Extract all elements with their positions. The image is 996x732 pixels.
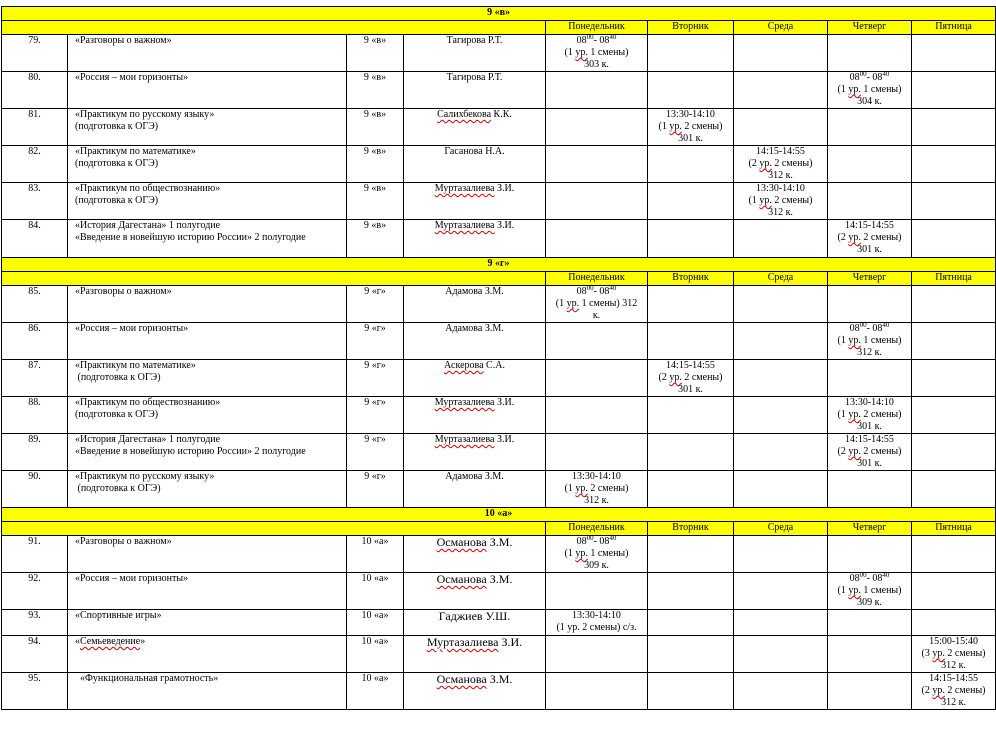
section-title: 9 «в» <box>2 7 996 21</box>
slot-mon <box>546 673 648 710</box>
schedule-row <box>2 573 996 610</box>
slot-mon: 13:30-14:10 (1 ур. 2 смены) с/з. <box>546 610 648 636</box>
day-header-row <box>2 272 996 286</box>
teacher-name: Муртазалиева З.И. <box>404 220 546 258</box>
schedule-row <box>2 360 996 397</box>
slot-mon <box>546 397 648 434</box>
slot-mon: $08^{00}-$ $08^{40}$ (1 ур. 1 смены) 303 к. <box>546 35 648 72</box>
schedule-row <box>2 323 996 360</box>
slot-tue <box>648 146 734 183</box>
day-header-row <box>2 522 996 536</box>
schedule-table <box>1 6 996 710</box>
class-name: 9 «г» <box>347 323 404 360</box>
slot-wed <box>734 109 828 146</box>
slot-mon <box>546 434 648 471</box>
class-name: 9 «г» <box>347 471 404 508</box>
row-number: 89. <box>2 434 68 471</box>
slot-thu: $08^{00}-$ $08^{40}$ (1 ур. 1 смены) 304 к. <box>828 72 912 109</box>
row-number: 95. <box>2 673 68 710</box>
row-number: 79. <box>2 35 68 72</box>
slot-mon <box>546 360 648 397</box>
subject-name: «Разговоры о важном» <box>68 35 347 72</box>
slot-wed: 14:15-14:55 (2 ур. 2 смены) 312 к. <box>734 146 828 183</box>
slot-thu <box>828 146 912 183</box>
slot-mon <box>546 220 648 258</box>
slot-tue <box>648 35 734 72</box>
slot-thu <box>828 673 912 710</box>
section-title: 9 «г» <box>2 258 996 272</box>
schedule-row <box>2 286 996 323</box>
day-header: Среда <box>734 522 828 536</box>
day-header: Пятница <box>912 21 996 35</box>
day-header: Вторник <box>648 21 734 35</box>
slot-thu: $08^{00}-$ $08^{40}$ (1 ур. 1 смены) 312 к. <box>828 323 912 360</box>
day-header: Пятница <box>912 522 996 536</box>
slot-tue <box>648 536 734 573</box>
schedule-row <box>2 673 996 710</box>
slot-fri <box>912 434 996 471</box>
subject-name: «Разговоры о важном» <box>68 286 347 323</box>
slot-thu: 13:30-14:10 (1 ур. 2 смены) 301 к. <box>828 397 912 434</box>
slot-wed <box>734 323 828 360</box>
slot-fri: 15:00-15:40 (3 ур. 2 смены) 312 к. <box>912 636 996 673</box>
teacher-name: Гаджиев У.Ш. <box>404 610 546 636</box>
slot-thu <box>828 286 912 323</box>
row-number: 94. <box>2 636 68 673</box>
class-name: 10 «а» <box>347 636 404 673</box>
day-header: Среда <box>734 272 828 286</box>
slot-thu <box>828 636 912 673</box>
teacher-name: Муртазалиева З.И. <box>404 434 546 471</box>
day-header: Четверг <box>828 21 912 35</box>
slot-wed <box>734 220 828 258</box>
slot-thu <box>828 183 912 220</box>
slot-mon <box>546 636 648 673</box>
subject-name: «Практикум по русскому языку» (подготовка к ОГЭ) <box>68 471 347 508</box>
teacher-name: Адамова З.М. <box>404 323 546 360</box>
subject-name: «Спортивные игры» <box>68 610 347 636</box>
slot-mon <box>546 109 648 146</box>
class-name: 9 «в» <box>347 146 404 183</box>
teacher-name: Османова З.М. <box>404 673 546 710</box>
day-header: Пятница <box>912 272 996 286</box>
slot-mon: 13:30-14:10 (1 ур. 2 смены) 312 к. <box>546 471 648 508</box>
class-name: 9 «в» <box>347 183 404 220</box>
slot-wed <box>734 536 828 573</box>
day-header: Среда <box>734 21 828 35</box>
slot-mon <box>546 323 648 360</box>
schedule-row <box>2 434 996 471</box>
row-number: 80. <box>2 72 68 109</box>
class-name: 9 «в» <box>347 220 404 258</box>
slot-fri <box>912 573 996 610</box>
slot-wed <box>734 573 828 610</box>
subject-name: «Практикум по математике» (подготовка к ОГЭ) <box>68 146 347 183</box>
slot-wed <box>734 35 828 72</box>
slot-fri <box>912 397 996 434</box>
slot-fri <box>912 286 996 323</box>
slot-fri <box>912 536 996 573</box>
teacher-name: Аскерова С.А. <box>404 360 546 397</box>
slot-thu <box>828 610 912 636</box>
subject-name: «Семьеведение» <box>68 636 347 673</box>
slot-wed <box>734 434 828 471</box>
slot-thu <box>828 360 912 397</box>
slot-tue <box>648 434 734 471</box>
schedule-row <box>2 536 996 573</box>
schedule-row <box>2 471 996 508</box>
day-header-row <box>2 21 996 35</box>
schedule-row <box>2 35 996 72</box>
schedule-row <box>2 636 996 673</box>
subject-name: «Практикум по математике» (подготовка к ОГЭ) <box>68 360 347 397</box>
subject-name: «Россия – мои горизонты» <box>68 72 347 109</box>
schedule-row <box>2 397 996 434</box>
section-title-row <box>2 7 996 21</box>
section-title-row <box>2 258 996 272</box>
class-name: 9 «г» <box>347 360 404 397</box>
class-name: 9 «в» <box>347 109 404 146</box>
slot-wed <box>734 360 828 397</box>
slot-mon: $08^{00}-$ $08^{40}$ (1 ур. 1 смены) 309 к. <box>546 536 648 573</box>
slot-fri <box>912 220 996 258</box>
teacher-name: Муртазалиева З.И. <box>404 183 546 220</box>
slot-thu <box>828 109 912 146</box>
slot-wed <box>734 636 828 673</box>
slot-wed: 13:30-14:10 (1 ур. 2 смены) 312 к. <box>734 183 828 220</box>
teacher-name: Тагирова Р.Т. <box>404 35 546 72</box>
class-name: 10 «а» <box>347 610 404 636</box>
row-number: 81. <box>2 109 68 146</box>
slot-tue <box>648 573 734 610</box>
slot-tue <box>648 72 734 109</box>
teacher-name: Адамова З.М. <box>404 471 546 508</box>
slot-tue <box>648 183 734 220</box>
day-header: Четверг <box>828 272 912 286</box>
class-name: 9 «в» <box>347 35 404 72</box>
slot-thu <box>828 35 912 72</box>
slot-tue <box>648 610 734 636</box>
subject-name: «История Дагестана» 1 полугодие «Введение в новейшую историю России» 2 полугодие <box>68 220 347 258</box>
subject-name: «Практикум по обществознанию» (подготовка к ОГЭ) <box>68 183 347 220</box>
slot-mon <box>546 146 648 183</box>
slot-fri <box>912 72 996 109</box>
slot-wed <box>734 286 828 323</box>
slot-fri <box>912 610 996 636</box>
subject-name: «Россия – мои горизонты» <box>68 573 347 610</box>
slot-thu: $08^{00}-$ $08^{40}$ (1 ур. 1 смены) 309 к. <box>828 573 912 610</box>
class-name: 10 «а» <box>347 536 404 573</box>
slot-tue: 13:30-14:10 (1 ур. 2 смены) 301 к. <box>648 109 734 146</box>
subject-name: «Россия – мои горизонты» <box>68 323 347 360</box>
subject-name: «Функциональная грамотность» <box>68 673 347 710</box>
class-name: 9 «г» <box>347 286 404 323</box>
class-name: 10 «а» <box>347 573 404 610</box>
slot-wed <box>734 673 828 710</box>
teacher-name: Адамова З.М. <box>404 286 546 323</box>
slot-fri <box>912 35 996 72</box>
slot-mon <box>546 183 648 220</box>
slot-fri <box>912 146 996 183</box>
class-name: 9 «г» <box>347 434 404 471</box>
slot-fri <box>912 183 996 220</box>
slot-wed <box>734 72 828 109</box>
slot-fri <box>912 471 996 508</box>
row-number: 86. <box>2 323 68 360</box>
day-header: Понедельник <box>546 272 648 286</box>
slot-tue <box>648 286 734 323</box>
slot-thu: 14:15-14:55 (2 ур. 2 смены) 301 к. <box>828 220 912 258</box>
row-number: 84. <box>2 220 68 258</box>
day-header: Четверг <box>828 522 912 536</box>
teacher-name: Тагирова Р.Т. <box>404 72 546 109</box>
row-number: 92. <box>2 573 68 610</box>
row-number: 85. <box>2 286 68 323</box>
teacher-name: Османова З.М. <box>404 573 546 610</box>
slot-tue <box>648 636 734 673</box>
slot-fri: 14:15-14:55 (2 ур. 2 смены) 312 к. <box>912 673 996 710</box>
schedule-row <box>2 220 996 258</box>
slot-fri <box>912 323 996 360</box>
slot-tue <box>648 220 734 258</box>
slot-thu <box>828 536 912 573</box>
teacher-name: Османова З.М. <box>404 536 546 573</box>
section-title: 10 «а» <box>2 508 996 522</box>
row-number: 82. <box>2 146 68 183</box>
slot-mon: $08^{00}-$ $08^{40}$ (1 ур. 1 смены) 312 к. <box>546 286 648 323</box>
subject-name: «Практикум по обществознанию» (подготовка к ОГЭ) <box>68 397 347 434</box>
subject-name: «История Дагестана» 1 полугодие «Введение в новейшую историю России» 2 полугодие <box>68 434 347 471</box>
teacher-name: Салихбекова К.К. <box>404 109 546 146</box>
header-empty-cell <box>2 21 546 35</box>
row-number: 87. <box>2 360 68 397</box>
day-header: Понедельник <box>546 522 648 536</box>
teacher-name: Муртазалиева З.И. <box>404 397 546 434</box>
class-name: 9 «г» <box>347 397 404 434</box>
teacher-name: Муртазалиева З.И. <box>404 636 546 673</box>
header-empty-cell <box>2 272 546 286</box>
subject-name: «Разговоры о важном» <box>68 536 347 573</box>
row-number: 88. <box>2 397 68 434</box>
slot-tue <box>648 673 734 710</box>
schedule-row <box>2 610 996 636</box>
slot-fri <box>912 109 996 146</box>
schedule-row <box>2 72 996 109</box>
slot-wed <box>734 397 828 434</box>
day-header: Вторник <box>648 272 734 286</box>
slot-wed <box>734 610 828 636</box>
schedule-row <box>2 183 996 220</box>
subject-name: «Практикум по русскому языку» (подготовка к ОГЭ) <box>68 109 347 146</box>
slot-tue <box>648 397 734 434</box>
teacher-name: Гасанова Н.А. <box>404 146 546 183</box>
day-header: Вторник <box>648 522 734 536</box>
row-number: 93. <box>2 610 68 636</box>
slot-mon <box>546 72 648 109</box>
slot-thu: 14:15-14:55 (2 ур. 2 смены) 301 к. <box>828 434 912 471</box>
slot-mon <box>546 573 648 610</box>
header-empty-cell <box>2 522 546 536</box>
slot-tue: 14:15-14:55 (2 ур. 2 смены) 301 к. <box>648 360 734 397</box>
row-number: 83. <box>2 183 68 220</box>
day-header: Понедельник <box>546 21 648 35</box>
slot-tue <box>648 323 734 360</box>
slot-tue <box>648 471 734 508</box>
slot-thu <box>828 471 912 508</box>
section-title-row <box>2 508 996 522</box>
class-name: 10 «а» <box>347 673 404 710</box>
slot-fri <box>912 360 996 397</box>
row-number: 90. <box>2 471 68 508</box>
slot-wed <box>734 471 828 508</box>
class-name: 9 «в» <box>347 72 404 109</box>
schedule-row <box>2 146 996 183</box>
schedule-row <box>2 109 996 146</box>
row-number: 91. <box>2 536 68 573</box>
